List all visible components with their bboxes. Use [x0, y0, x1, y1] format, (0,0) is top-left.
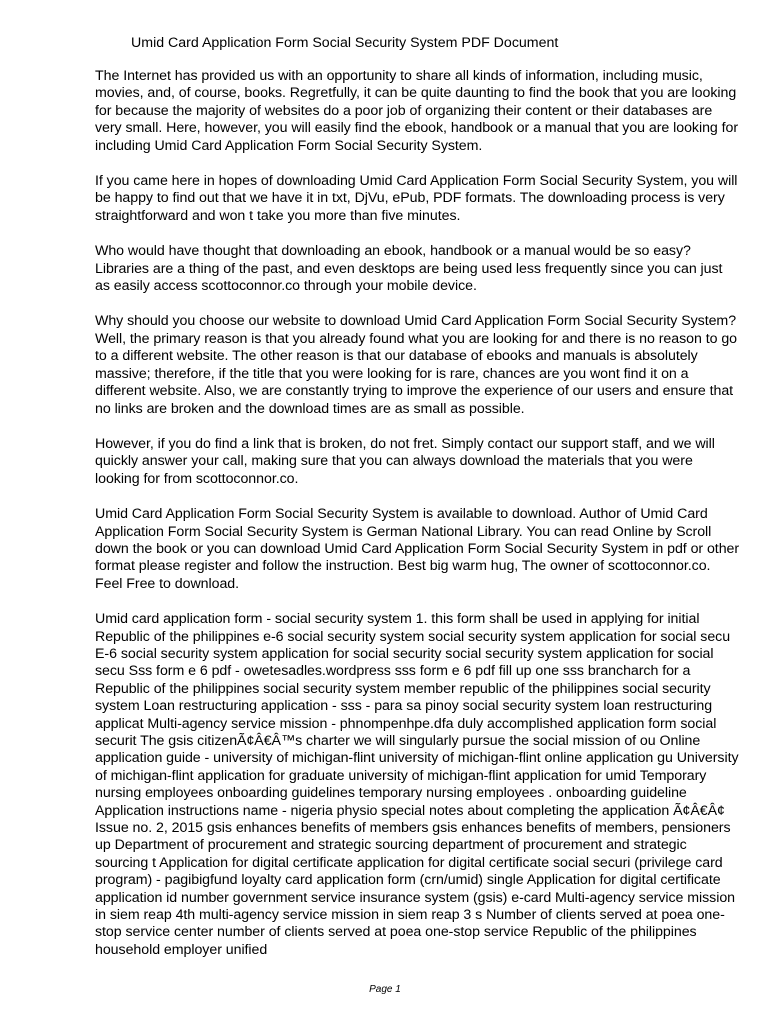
document-body	[95, 68, 740, 959]
paragraph-mobile-access: Who would have thought that downloading an ebook, handbook or a manual would be so easy? Libraries are a thing of the past, and even desktops are being used less frequently since you can just as easily access scottoconnor.co through your mobile device.	[95, 243, 723, 295]
paragraph-broken-links: However, if you do find a link that is broken, do not fret. Simply contact our support staff, and we will quickly answer your call, making sure that you can always download the materials that you were looking for from scottoconnor.co.	[95, 435, 715, 487]
paragraph-related-results: Umid card application form - social security system 1. this form shall be used in applying for initial Republic of the philippines e-6 social security system social security system application for social secu E-6 social security system application for social security social security system application for social secu Sss form e 6 pdf - owetesadles.wordpress sss form e 6 pdf fill up one sss brancharch for a Republic of the philippines social security system member republic of the philippines social security system Loan restructuring application - sss - para sa pinoy social security system loan restructuring applicat Multi-agency service mission - phnompenhpe.dfa duly accomplished application form social securit The gsis citizenÃ¢Â€Â™s charter we will singularly pursue the social mission of ou Online application guide - university of michigan-flint university of michigan-flint online application gu University of michigan-flint application for graduate university of michigan-flint application for umid Temporary nursing employees onboarding guidelines temporary nursing employees . onboarding guideline Application instructions name - nigeria physio special notes about completing the application Ã¢Â€Â¢ Issue no. 2, 2015 gsis enhances benefits of members gsis enhances benefits of members, pensioners up Department of procurement and strategic sourcing department of procurement and strategic sourcing t Application for digital certificate application for digital certificate social securi (privilege card program) - pagibigfund loyalty card application form (crn/umid) single Application for digital certificate application id number government service insurance system (gsis) e-card Multi-agency service mission in siem reap 4th multi-agency service mission in siem reap 3 s Number of clients served at poea one-stop service center number of clients served at poea one-stop service Republic of the philippines household employer unified	[95, 611, 739, 958]
paragraph-formats: If you came here in hopes of downloading Umid Card Application Form Social Security System, you will be happy to find out that we have it in txt, DjVu, ePub, PDF formats. The downloading process is very straightforward and won t take you more than five minutes.	[95, 173, 738, 224]
paragraph-intro: The Internet has provided us with an opportunity to share all kinds of information, including music, movies, and, of course, books. Regretfully, it can be quite daunting to find the book that you are looking for because the majority of websites do a poor job of organizing their content or their databases are very small. Here, however, you will easily find the ebook, handbook or a manual that you are looking for including Umid Card Application Form Social Security System.	[95, 68, 739, 154]
paragraph-availability: Umid Card Application Form Social Security System is available to download. Author of Umid Card Application Form Social Security System is German National Library. You can read Online by Scroll down the book or you can download Umid Card Application Form Social Security System in pdf or other format please register and follow the instruction. Best big warm hug, The owner of scottoconnor.co. Feel Free to download.	[95, 506, 740, 592]
document-title: Umid Card Application Form Social Security System PDF Document	[131, 35, 559, 51]
paragraph-why-choose: Why should you choose our website to download Umid Card Application Form Social Security System? Well, the primary reason is that you already found what you are looking for and there is no reason to go to a different website. The other reason is that our database of ebooks and manuals is absolutely massive; therefore, if the title that you were looking for is rare, chances are you wont find it on a different website. Also, we are constantly trying to improve the experience of our users and ensure that no links are broken and the download times are as small as possible.	[95, 313, 738, 417]
page-number: Page 1	[369, 984, 401, 995]
